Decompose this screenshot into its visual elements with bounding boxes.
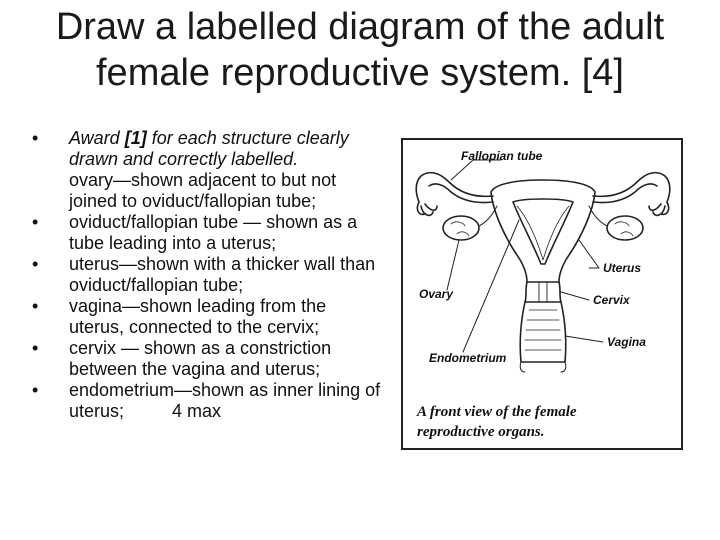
left-ovary [443,216,479,240]
vagina [520,302,566,362]
title-line-2: female reproductive system. [4] [96,52,624,94]
label-ovary: Ovary [419,287,454,301]
award-note-pre: Award [69,128,125,148]
endometrium-lining [513,199,573,264]
leader-uterus [579,240,599,268]
caption-line-1: A front view of the female [417,404,577,420]
max-marks: 4 max [172,401,222,421]
label-endometrium: Endometrium [429,351,507,365]
bullet-ovary [24,128,384,212]
label-fallopian-tube: Fallopian tube [461,149,543,163]
right-ovary [607,216,643,240]
award-note-post: for each structure clearly drawn and correctly labelled. [69,128,349,169]
slide-title [20,4,700,96]
markscheme-bullet-list [24,128,384,422]
bullet-uterus: • uterus—shown with a thicker wall than oviduct/fallopian tube; [24,254,384,296]
uterus-outer-wall [491,180,595,282]
bullet-endometrium [24,380,384,422]
leader-ovary [447,240,459,290]
reproductive-diagram-figure [401,138,683,450]
bullet-vagina: • vagina—shown leading from the uterus, connected to the cervix; [24,296,384,338]
award-note-mark: [1] [124,128,147,148]
label-uterus: Uterus [603,261,642,275]
title-line-1: Draw a labelled diagram of the adult [55,6,665,48]
bullet-oviduct: • oviduct/fallopian tube — shown as a tube leading into a uterus; [24,212,384,254]
leader-endometrium [463,220,519,352]
bullet-cervix: • cervix — shown as a constriction between the vagina and uterus; [24,338,384,380]
bullet-endometrium-text: endometrium—shown as inner lining of uterus; [69,380,381,421]
leader-vagina [565,336,603,342]
award-note [69,128,349,169]
right-fallopian-tube [593,173,670,202]
cervix [525,282,561,302]
label-cervix: Cervix [593,293,630,307]
leader-fallopian [451,160,501,180]
left-fimbriae [417,202,437,215]
caption-line-2: reproductive organs. [417,424,545,440]
reproductive-organs-illustration [403,140,681,448]
label-vagina: Vagina [607,335,646,349]
right-fimbriae [649,202,669,215]
leader-cervix [561,292,589,300]
bullet-ovary-text: ovary—shown adjacent to but not joined to oviduct/fallopian tube; [69,170,337,211]
